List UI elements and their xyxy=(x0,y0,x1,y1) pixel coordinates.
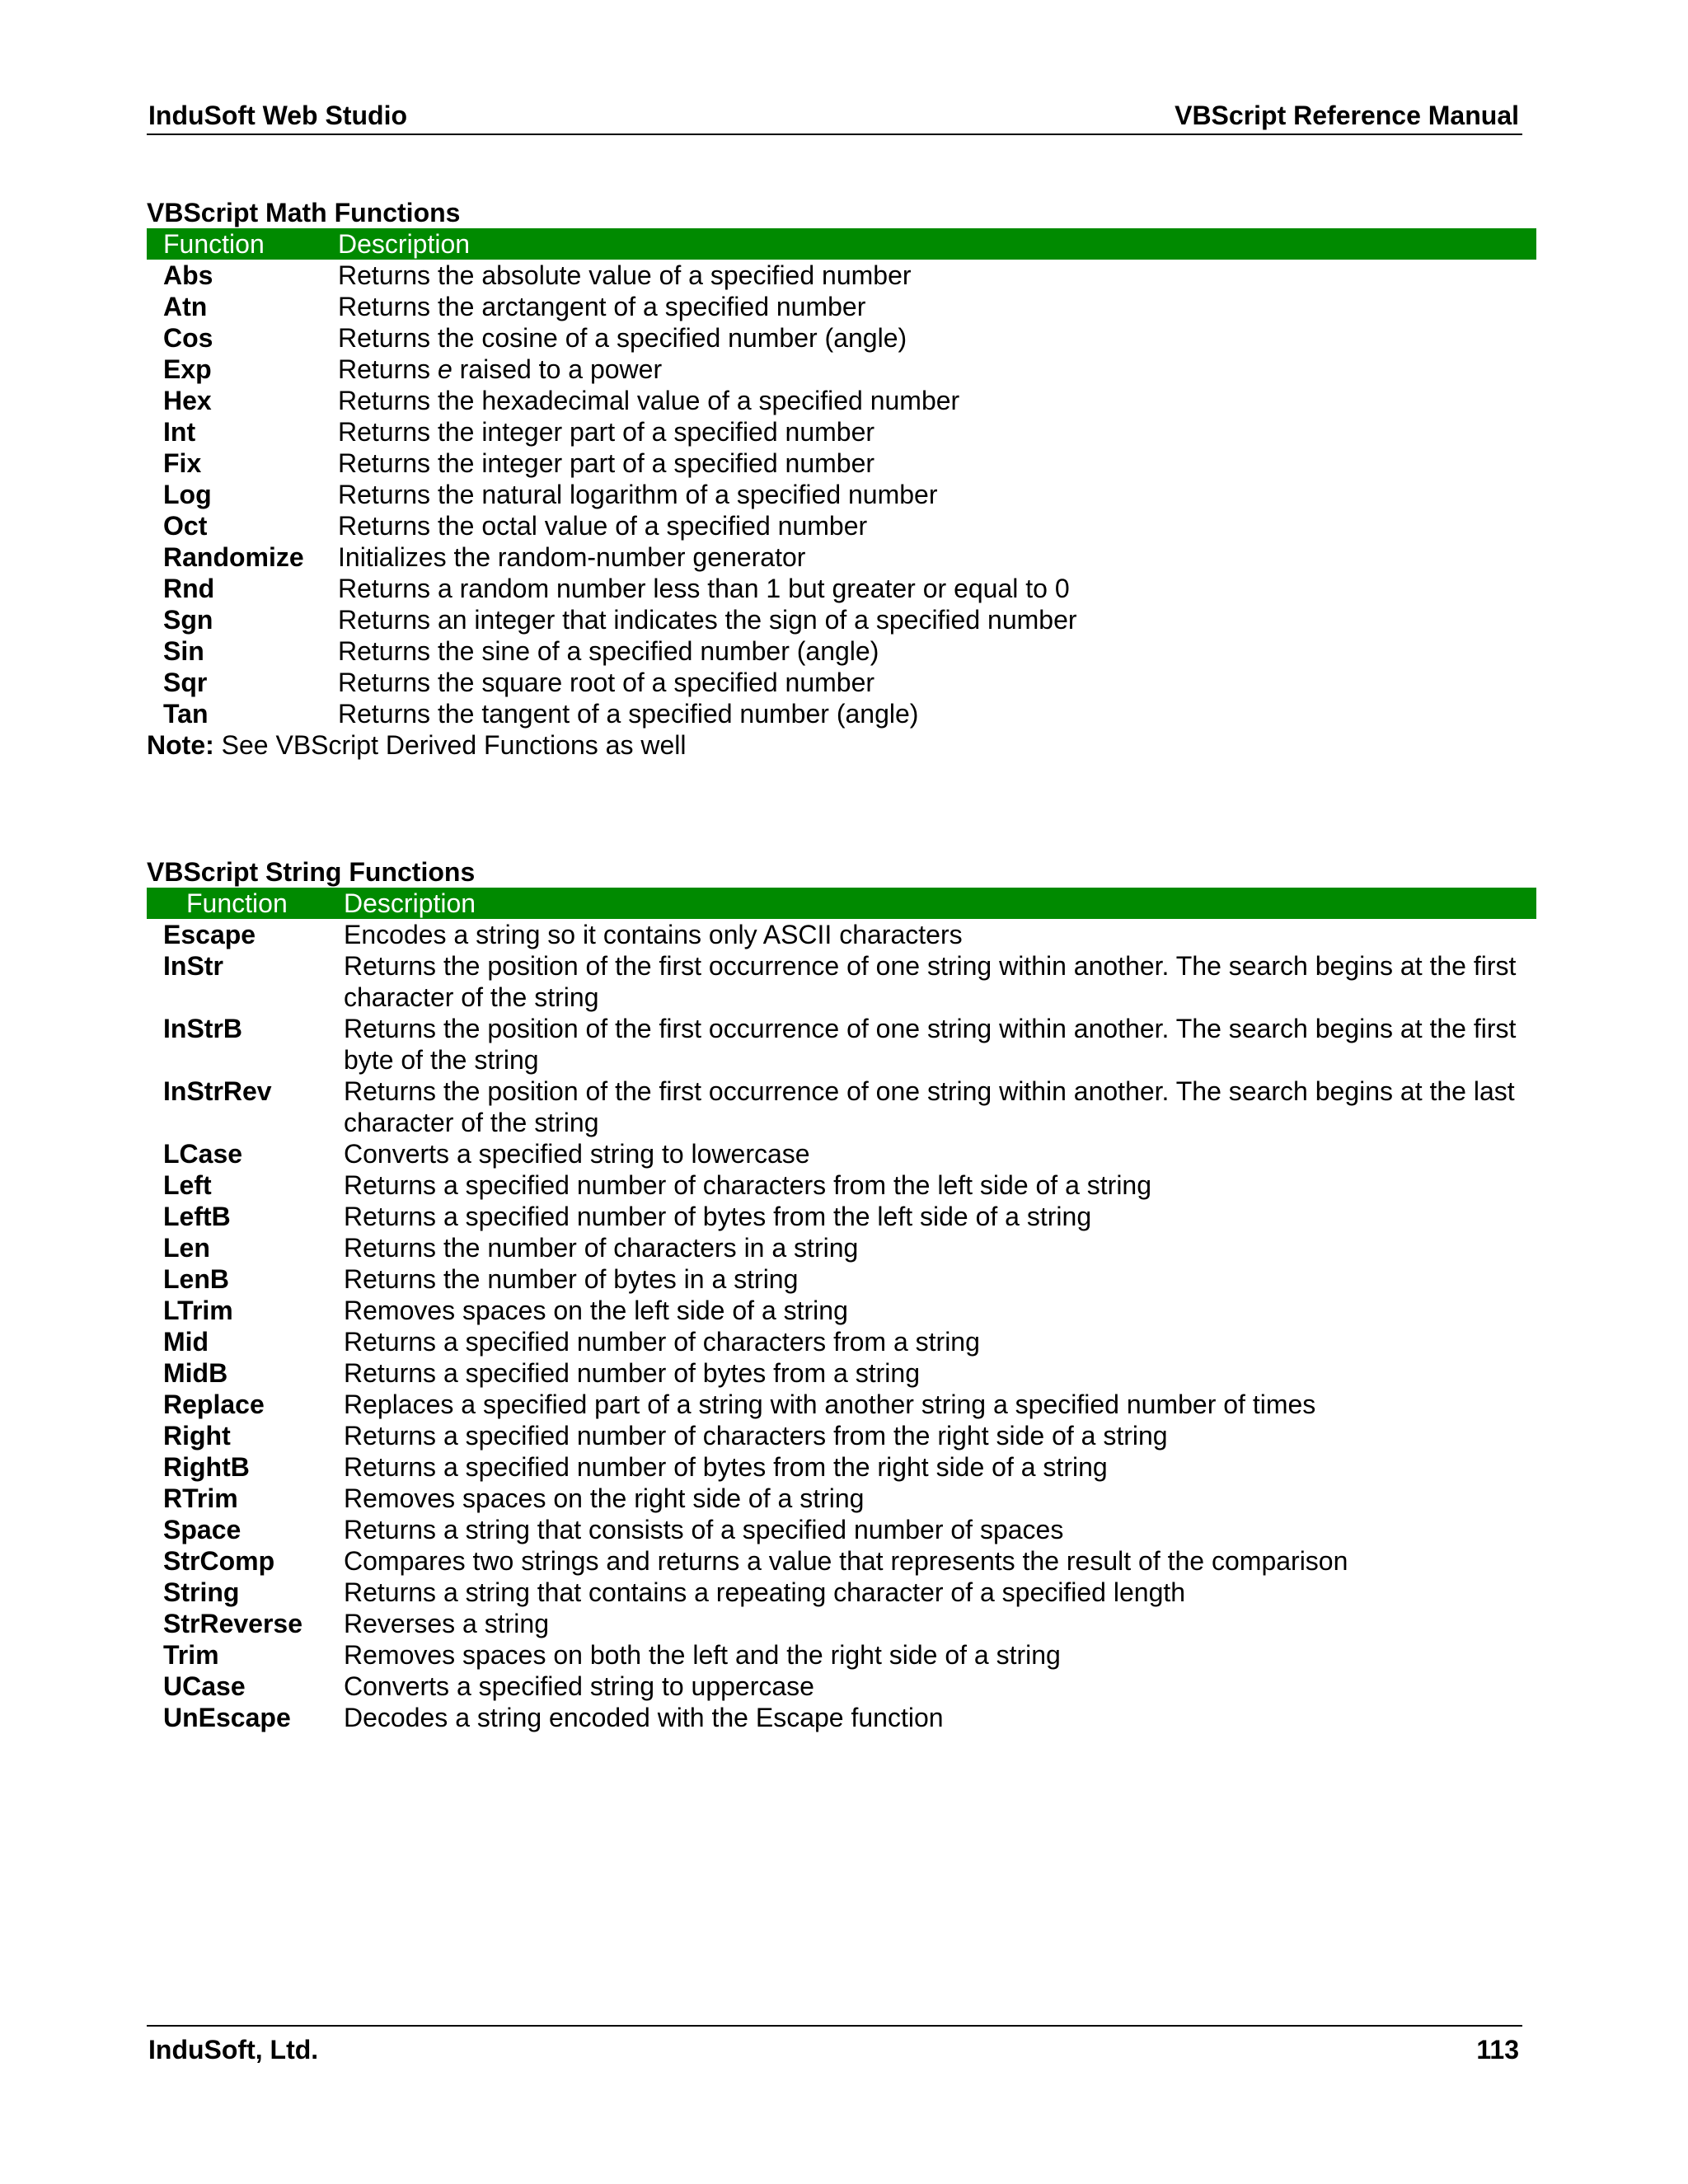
table-row xyxy=(147,1608,1536,1639)
function-description: Returns a string that contains a repeating character of a specified length xyxy=(344,1577,1186,1607)
table-row xyxy=(147,1076,1536,1138)
function-description: Decodes a string encoded with the Escape function xyxy=(344,1703,944,1732)
table-row xyxy=(147,1169,1536,1201)
table-row xyxy=(147,1295,1536,1326)
string-table-body xyxy=(147,919,1536,1733)
function-description: Returns a specified number of characters from the left side of a string xyxy=(344,1170,1152,1200)
table-row xyxy=(147,1545,1536,1577)
table-row xyxy=(147,1420,1536,1451)
function-name: LCase xyxy=(163,1139,243,1169)
function-name: UnEscape xyxy=(163,1703,291,1732)
column-header-function: Function xyxy=(147,888,344,919)
function-description: Returns the octal value of a specified number xyxy=(338,511,868,541)
table-row xyxy=(147,385,1536,416)
table-row xyxy=(147,1514,1536,1545)
page-footer xyxy=(147,2025,1522,2066)
math-note xyxy=(147,729,1536,761)
function-name: LTrim xyxy=(163,1296,233,1325)
function-description: Returns the hexadecimal value of a specified number xyxy=(338,386,960,415)
function-description: Removes spaces on the left side of a string xyxy=(344,1296,848,1325)
function-description: Removes spaces on both the left and the right side of a string xyxy=(344,1640,1061,1670)
table-row xyxy=(147,1577,1536,1608)
function-name: Int xyxy=(163,417,196,447)
table-row xyxy=(147,1201,1536,1232)
function-description: Converts a specified string to uppercase xyxy=(344,1671,814,1701)
function-description: Returns a random number less than 1 but greater or equal to 0 xyxy=(338,574,1070,603)
function-name: Escape xyxy=(163,920,256,949)
table-row xyxy=(147,1232,1536,1263)
table-row xyxy=(147,416,1536,448)
table-row xyxy=(147,1702,1536,1733)
function-name: UCase xyxy=(163,1671,246,1701)
function-name: Trim xyxy=(163,1640,219,1670)
function-name: Replace xyxy=(163,1390,265,1419)
function-description: Compares two strings and returns a value that represents the result of the comparison xyxy=(344,1546,1348,1576)
math-table-body xyxy=(147,260,1536,729)
function-name: Cos xyxy=(163,323,213,353)
function-description: Returns the position of the first occurrence of one string within another. The search begins at the first byte of the string xyxy=(344,1014,1517,1075)
function-name: Len xyxy=(163,1233,210,1263)
column-header-function: Function xyxy=(147,228,338,260)
function-description: Returns the number of bytes in a string xyxy=(344,1264,799,1294)
function-name: Atn xyxy=(163,292,208,321)
table-row xyxy=(147,1326,1536,1357)
table-row xyxy=(147,1357,1536,1389)
table-row xyxy=(147,604,1536,635)
function-name: LenB xyxy=(163,1264,229,1294)
table-row xyxy=(147,1263,1536,1295)
table-row xyxy=(147,1483,1536,1514)
function-description: Returns the square root of a specified number xyxy=(338,668,875,697)
table-row xyxy=(147,448,1536,479)
function-name: Rnd xyxy=(163,574,215,603)
table-row xyxy=(147,950,1536,1013)
footer-company: InduSoft, Ltd. xyxy=(148,2035,319,2064)
function-name: Randomize xyxy=(163,542,304,572)
string-functions-section xyxy=(147,856,1536,1733)
function-description: Returns a specified number of bytes from the right side of a string xyxy=(344,1452,1108,1482)
page-number: 113 xyxy=(1476,2035,1519,2064)
function-name: Sgn xyxy=(163,605,213,635)
function-description: Returns the integer part of a specified number xyxy=(338,448,875,478)
function-name: RTrim xyxy=(163,1483,238,1513)
column-header-description: Description xyxy=(344,888,1536,919)
function-description: Initializes the random-number generator xyxy=(338,542,806,572)
description-italic: e xyxy=(437,354,452,384)
function-name: Right xyxy=(163,1421,231,1451)
function-description xyxy=(338,354,1536,385)
table-row xyxy=(147,1389,1536,1420)
table-row xyxy=(147,479,1536,510)
table-row xyxy=(147,260,1536,291)
function-description: Returns the sine of a specified number (angle) xyxy=(338,636,879,666)
function-description: Returns the integer part of a specified number xyxy=(338,417,875,447)
table-row xyxy=(147,322,1536,354)
function-description: Converts a specified string to lowercase xyxy=(344,1139,810,1169)
table-row xyxy=(147,1639,1536,1671)
function-name: MidB xyxy=(163,1358,228,1388)
function-name: Oct xyxy=(163,511,208,541)
function-name: Sin xyxy=(163,636,204,666)
function-description: Replaces a specified part of a string with another string a specified number of times xyxy=(344,1390,1316,1419)
function-name: Fix xyxy=(163,448,202,478)
function-name: InStrRev xyxy=(163,1076,272,1106)
table-row xyxy=(147,698,1536,729)
function-description: Returns the arctangent of a specified number xyxy=(338,292,866,321)
function-name: LeftB xyxy=(163,1202,231,1231)
table-row xyxy=(147,573,1536,604)
description-text: raised to a power xyxy=(452,354,663,384)
description-text: Returns xyxy=(338,354,438,384)
function-description: Returns a specified number of bytes from the left side of a string xyxy=(344,1202,1092,1231)
header-manual-title: VBScript Reference Manual xyxy=(1175,101,1519,130)
table-row xyxy=(147,635,1536,667)
math-section-title: VBScript Math Functions xyxy=(147,198,461,227)
function-name: Hex xyxy=(163,386,212,415)
function-description: Encodes a string so it contains only ASCII characters xyxy=(344,920,963,949)
math-functions-section xyxy=(147,197,1536,761)
table-header-row xyxy=(147,228,1536,260)
function-name: String xyxy=(163,1577,240,1607)
table-header-row xyxy=(147,888,1536,919)
function-description: Returns the position of the first occurrence of one string within another. The search begins at the first character of the string xyxy=(344,951,1517,1012)
table-row xyxy=(147,1671,1536,1702)
function-name: InStrB xyxy=(163,1014,242,1043)
string-section-title: VBScript String Functions xyxy=(147,857,476,887)
function-name: Log xyxy=(163,480,212,509)
table-row xyxy=(147,1451,1536,1483)
function-name: Mid xyxy=(163,1327,209,1357)
function-description: Returns an integer that indicates the sign of a specified number xyxy=(338,605,1077,635)
function-description: Returns the natural logarithm of a specified number xyxy=(338,480,938,509)
table-row xyxy=(147,1138,1536,1169)
column-header-description: Description xyxy=(338,228,1536,260)
function-name: Left xyxy=(163,1170,212,1200)
note-label: Note: xyxy=(147,730,214,760)
function-description: Returns the absolute value of a specified number xyxy=(338,260,912,290)
table-row xyxy=(147,354,1536,385)
table-row xyxy=(147,291,1536,322)
function-name: StrReverse xyxy=(163,1609,302,1638)
function-description: Reverses a string xyxy=(344,1609,549,1638)
function-name: Abs xyxy=(163,260,213,290)
function-name: RightB xyxy=(163,1452,250,1482)
function-description: Returns the number of characters in a string xyxy=(344,1233,859,1263)
table-row xyxy=(147,510,1536,541)
function-name: InStr xyxy=(163,951,223,981)
function-name: Tan xyxy=(163,699,209,729)
note-text: See VBScript Derived Functions as well xyxy=(213,730,687,760)
function-name: Exp xyxy=(163,354,212,384)
function-name: Sqr xyxy=(163,668,208,697)
function-name: Space xyxy=(163,1515,241,1544)
function-description: Removes spaces on the right side of a string xyxy=(344,1483,865,1513)
function-description: Returns the cosine of a specified number (angle) xyxy=(338,323,907,353)
header-product-name: InduSoft Web Studio xyxy=(148,101,408,130)
math-functions-table xyxy=(147,228,1536,729)
table-row xyxy=(147,919,1536,950)
function-description: Returns a specified number of characters from a string xyxy=(344,1327,980,1357)
function-name: StrComp xyxy=(163,1546,275,1576)
function-description: Returns a specified number of characters from the right side of a string xyxy=(344,1421,1168,1451)
string-functions-table xyxy=(147,888,1536,1733)
table-row xyxy=(147,667,1536,698)
function-description: Returns the tangent of a specified number (angle) xyxy=(338,699,919,729)
page-header xyxy=(147,97,1522,135)
function-description: Returns the position of the first occurrence of one string within another. The search begins at the last character of the string xyxy=(344,1076,1515,1137)
table-row xyxy=(147,541,1536,573)
function-description: Returns a specified number of bytes from a string xyxy=(344,1358,920,1388)
table-row xyxy=(147,1013,1536,1076)
function-description: Returns a string that consists of a specified number of spaces xyxy=(344,1515,1064,1544)
